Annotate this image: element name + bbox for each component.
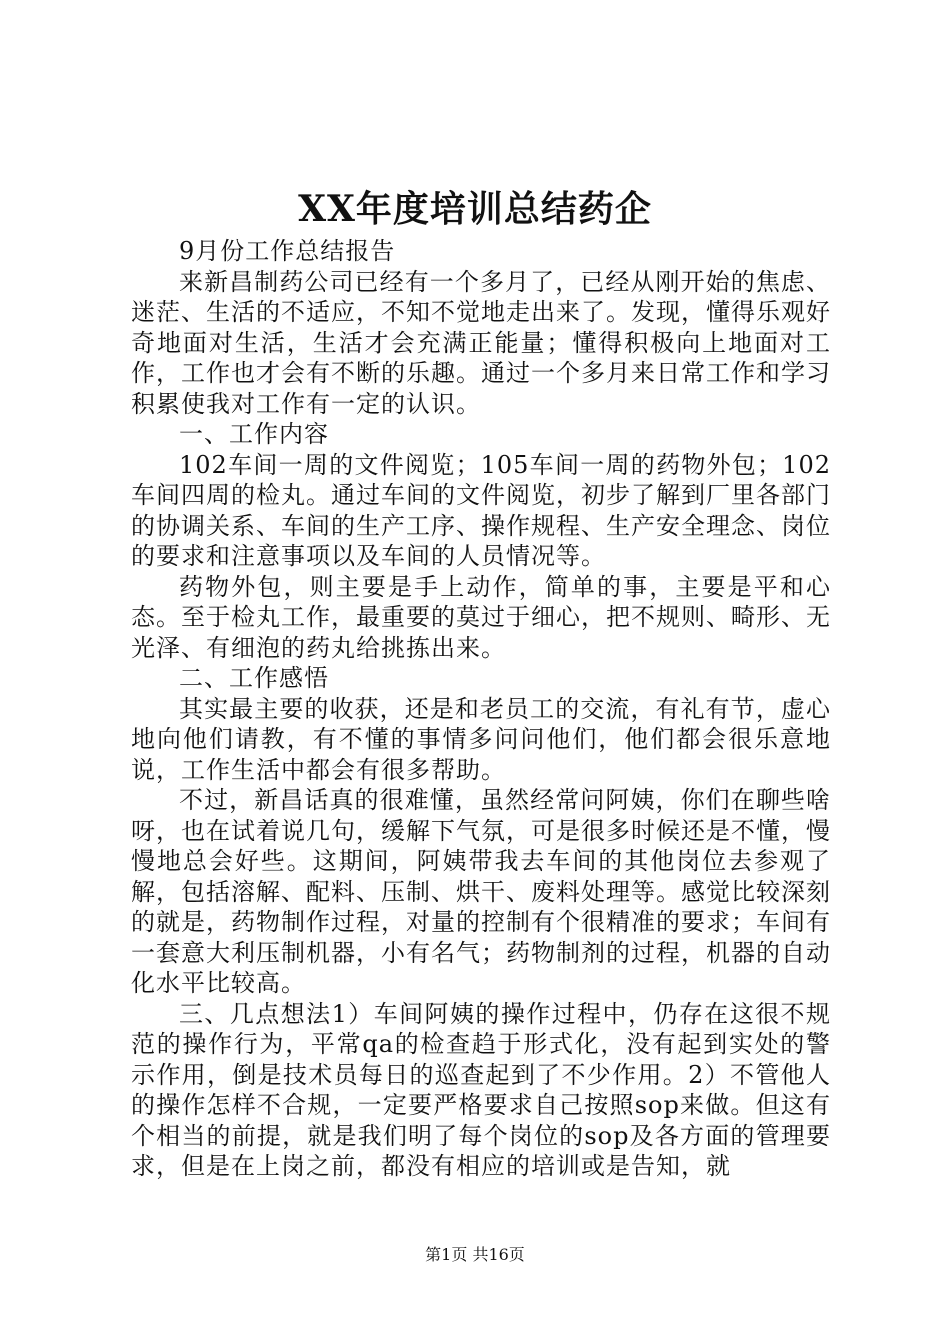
document-body	[131, 236, 831, 1182]
paragraph-dialect: 不过，新昌话真的很难懂，虽然经常问阿姨，你们在聊些啥呀，也在试着说几句，缓解下气氛，可是很多时候还是不懂，慢慢地总会好些。这期间，阿姨带我去车间的其他岗位去参观了解，包括溶解、配料、压制、烘干、废料处理等。感觉比较深刻的就是，药物制作过程，对量的控制有个很精准的要求；车间有一套意大利压制机器，小有名气；药物制剂的过程，机器的自动化水平比较高。	[131, 786, 831, 997]
section-heading-work-content: 一、工作内容	[179, 420, 329, 448]
section-heading-insights: 二、工作感悟	[179, 664, 329, 692]
paragraph-packaging: 药物外包，则主要是手上动作，简单的事，主要是平和心态。至于检丸工作，最重要的莫过于细心，把不规则、畸形、无光泽、有细泡的药丸给挑拣出来。	[131, 572, 831, 662]
paragraph-work-content: 102车间一周的文件阅览；105车间一周的药物外包；102车间四周的检丸。通过车间的文件阅览，初步了解到厂里各部门的协调关系、车间的生产工序、操作规程、生产安全理念、岗位的要求和注意事项以及车间的人员情况等。	[131, 450, 831, 570]
paragraph-insights: 其实最主要的收获，还是和老员工的交流，有礼有节，虚心地向他们请教，有不懂的事情多问问他们，他们都会很乐意地说，工作生活中都会有很多帮助。	[131, 694, 831, 784]
paragraph-report-heading: 9月份工作总结报告	[179, 237, 396, 265]
paragraph-intro: 来新昌制药公司已经有一个多月了，已经从刚开始的焦虑、迷茫、生活的不适应，不知不觉地走出来了。发现，懂得乐观好奇地面对生活，生活才会充满正能量；懂得积极向上地面对工作，工作也才会有不断的乐趣。通过一个多月来日常工作和学习积累使我对工作有一定的认识。	[131, 267, 831, 418]
document-title: XX年度培训总结药企	[298, 188, 652, 230]
paragraph-thoughts: 三、几点想法1）车间阿姨的操作过程中，仍存在这很不规范的操作行为，平常qa的检查趋于形式化，没有起到实处的警示作用，倒是技术员每日的巡查起到了不少作用。2）不管他人的操作怎样不合规，一定要严格要求自己按照sop来做。但这有个相当的前提，就是我们明了每个岗位的sop及各方面的管理要求，但是在上岗之前，都没有相应的培训或是告知，就	[131, 999, 831, 1180]
page-footer: 第1页 共16页	[425, 1245, 525, 1264]
